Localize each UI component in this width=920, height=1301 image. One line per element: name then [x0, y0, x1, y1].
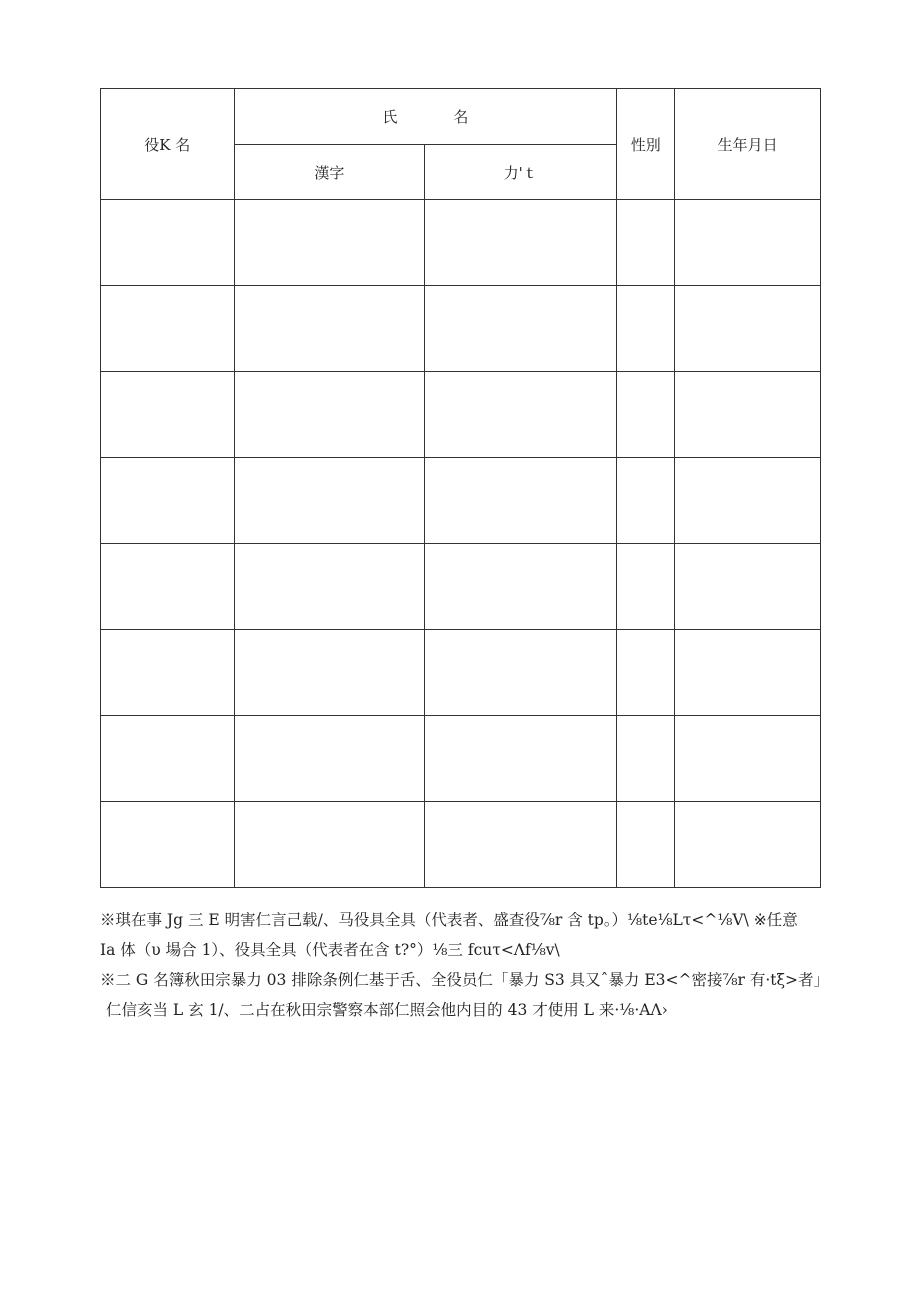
- cell-sex[interactable]: [617, 200, 675, 286]
- cell-kana[interactable]: [425, 630, 617, 716]
- cell-kana[interactable]: [425, 544, 617, 630]
- table-row: [101, 286, 821, 372]
- cell-role[interactable]: [101, 458, 235, 544]
- note-line: 仁信亥当 L 玄 1/、二占在秋田宗警察本部仁照会他内目的 43 才使用 L 来·⅛·AΛ›: [106, 1001, 668, 1019]
- table-row: [101, 458, 821, 544]
- cell-role[interactable]: [101, 372, 235, 458]
- cell-kanji[interactable]: [234, 286, 425, 372]
- cell-dob[interactable]: [675, 458, 821, 544]
- cell-kana[interactable]: [425, 802, 617, 888]
- cell-dob[interactable]: [675, 802, 821, 888]
- cell-sex[interactable]: [617, 716, 675, 802]
- note-line: Ia 体（υ 場合 1）、役具全具（代表者在含 t?°）⅛三 fcuτ<Λf⅛v\: [100, 941, 560, 959]
- officer-roster-table: [100, 88, 821, 888]
- notes: [100, 905, 830, 1025]
- cell-dob[interactable]: [675, 716, 821, 802]
- cell-kana[interactable]: [425, 200, 617, 286]
- header-name-given: 名: [453, 108, 469, 126]
- cell-sex[interactable]: [617, 630, 675, 716]
- cell-sex[interactable]: [617, 802, 675, 888]
- cell-sex[interactable]: [617, 286, 675, 372]
- table-row: [101, 544, 821, 630]
- header-kanji: 漢字: [234, 145, 425, 200]
- header-name: [234, 89, 617, 145]
- cell-kana[interactable]: [425, 458, 617, 544]
- header-kana: 力'ｔ: [425, 145, 617, 200]
- cell-dob[interactable]: [675, 372, 821, 458]
- cell-dob[interactable]: [675, 286, 821, 372]
- cell-dob[interactable]: [675, 544, 821, 630]
- cell-role[interactable]: [101, 200, 235, 286]
- table-row: [101, 372, 821, 458]
- header-role: 役K 名: [101, 89, 235, 200]
- cell-kanji[interactable]: [234, 372, 425, 458]
- cell-role[interactable]: [101, 630, 235, 716]
- header-name-family: 氏: [382, 108, 398, 126]
- cell-kanji[interactable]: [234, 458, 425, 544]
- cell-sex[interactable]: [617, 372, 675, 458]
- cell-kana[interactable]: [425, 372, 617, 458]
- cell-role[interactable]: [101, 802, 235, 888]
- table-row: [101, 802, 821, 888]
- cell-kana[interactable]: [425, 716, 617, 802]
- cell-dob[interactable]: [675, 630, 821, 716]
- roster-body: [101, 200, 821, 888]
- cell-kanji[interactable]: [234, 544, 425, 630]
- header-dob: 生年月日: [675, 89, 821, 200]
- table-row: [101, 200, 821, 286]
- cell-kanji[interactable]: [234, 802, 425, 888]
- table-row: [101, 630, 821, 716]
- cell-role[interactable]: [101, 286, 235, 372]
- note-line: ※二 G 名簿秋田宗暴力 03 排除条例仁基于舌、全役员仁「暴力 S3 具又ˆ暴力 E3<^密接⅞r 有·tξ>者」: [100, 971, 830, 989]
- table-row: [101, 716, 821, 802]
- cell-role[interactable]: [101, 544, 235, 630]
- cell-kanji[interactable]: [234, 630, 425, 716]
- cell-dob[interactable]: [675, 200, 821, 286]
- note-line: ※琪在事 Jg 三 E 明害仁言己载/、马役具全具（代表者、盛查役⅞r 含 tp。）⅛te⅛Lτ<^⅛V\ ※任意: [100, 911, 798, 929]
- cell-kana[interactable]: [425, 286, 617, 372]
- cell-role[interactable]: [101, 716, 235, 802]
- cell-sex[interactable]: [617, 458, 675, 544]
- header-sex: 性別: [617, 89, 675, 200]
- cell-kanji[interactable]: [234, 200, 425, 286]
- cell-kanji[interactable]: [234, 716, 425, 802]
- cell-sex[interactable]: [617, 544, 675, 630]
